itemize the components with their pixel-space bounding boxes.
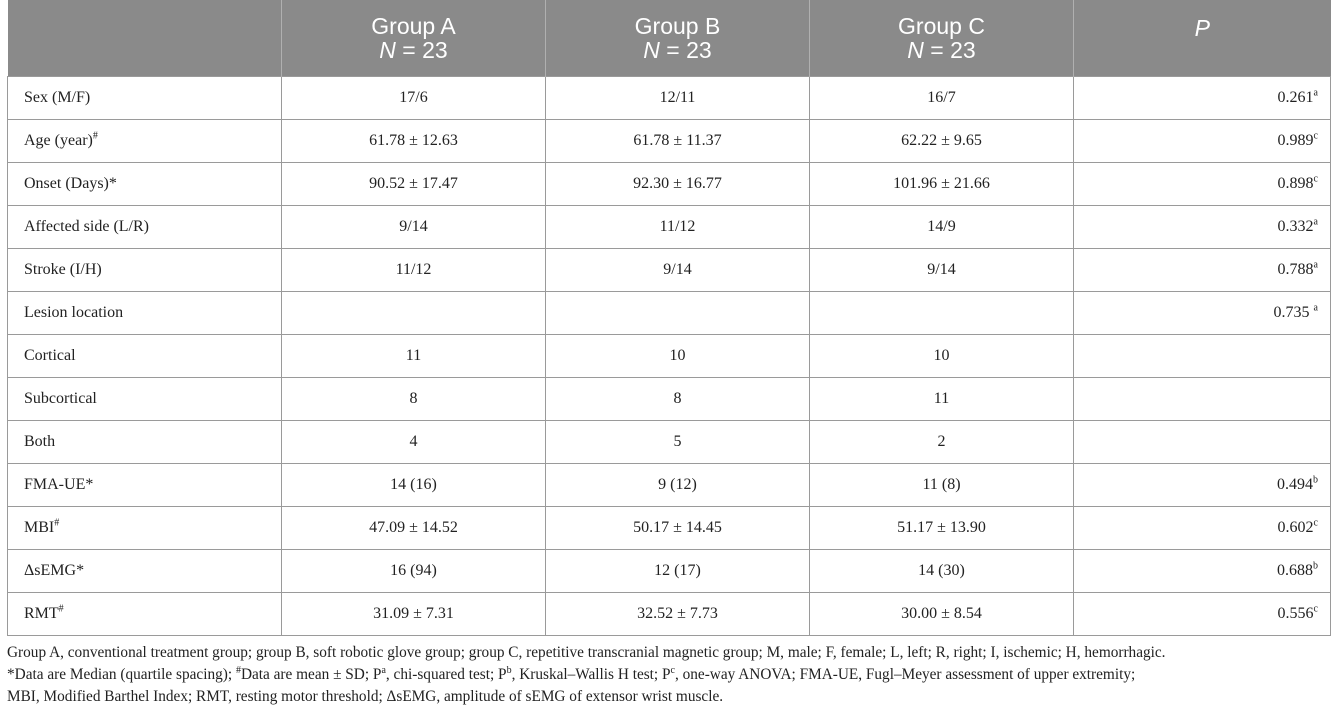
- cell-group-a: 31.09 ± 7.31: [282, 593, 546, 636]
- header-group-a-name: Group A: [371, 13, 456, 39]
- table-row: [8, 464, 1331, 507]
- row-label: Cortical: [8, 335, 282, 378]
- table-row: [8, 421, 1331, 464]
- cell-p-value: 0.989$^c$: [1074, 120, 1331, 163]
- row-label: Subcortical: [8, 378, 282, 421]
- row-label: Onset (Days)*: [8, 163, 282, 206]
- table-header: [8, 0, 1331, 77]
- cell-group-c: 10: [810, 335, 1074, 378]
- table-row: [8, 593, 1331, 636]
- cell-p-value: 0.735 $^a$: [1074, 292, 1331, 335]
- footnote-abbreviations-2: MBI, Modified Barthel Index; RMT, resting motor threshold; ΔsEMG, amplitude of sEMG of extensor wrist muscle.: [7, 688, 724, 705]
- table-row: [8, 378, 1331, 421]
- cell-group-b: [546, 292, 810, 335]
- table-row: [8, 507, 1331, 550]
- cell-group-a: 4: [282, 421, 546, 464]
- table-row: [8, 292, 1331, 335]
- cell-p-value: 0.556$^c$: [1074, 593, 1331, 636]
- header-blank: [8, 0, 282, 77]
- cell-group-c: 11: [810, 378, 1074, 421]
- table-row: [8, 77, 1331, 120]
- cell-group-c: 11 (8): [810, 464, 1074, 507]
- baseline-characteristics-table-wrapper: [7, 0, 1330, 636]
- cell-p-value: [1074, 378, 1331, 421]
- row-label: Age (year)#: [8, 120, 282, 163]
- header-group-b-name: Group B: [634, 13, 721, 39]
- cell-group-b: 5: [546, 421, 810, 464]
- header-group-a: [282, 0, 546, 77]
- cell-p-value: 0.332$^a$: [1074, 206, 1331, 249]
- cell-group-b: 50.17 ± 14.45: [546, 507, 810, 550]
- cell-group-c: 30.00 ± 8.54: [810, 593, 1074, 636]
- cell-group-b: 9 (12): [546, 464, 810, 507]
- cell-group-a: 14 (16): [282, 464, 546, 507]
- header-group-b-n: N = 23: [643, 37, 712, 63]
- table-row: [8, 163, 1331, 206]
- row-label: FMA-UE*: [8, 464, 282, 507]
- footnote-abbreviations: Group A, conventional treatment group; group B, soft robotic glove group; group C, repetitive transcranial magnetic group; M, male; F, female; L, left; R, right; I, ischemic; H, hemorrhagic.: [7, 644, 1166, 661]
- table-row: [8, 249, 1331, 292]
- cell-p-value: 0.602$^c$: [1074, 507, 1331, 550]
- row-label: Both: [8, 421, 282, 464]
- header-group-b: [546, 0, 810, 77]
- cell-group-a: 11/12: [282, 249, 546, 292]
- cell-group-c: 2: [810, 421, 1074, 464]
- cell-group-b: 12 (17): [546, 550, 810, 593]
- table-row: [8, 550, 1331, 593]
- cell-group-b: 12/11: [546, 77, 810, 120]
- cell-group-c: 62.22 ± 9.65: [810, 120, 1074, 163]
- cell-group-b: 9/14: [546, 249, 810, 292]
- cell-group-c: [810, 292, 1074, 335]
- cell-p-value: 0.261$^a$: [1074, 77, 1331, 120]
- baseline-characteristics-table: [7, 0, 1331, 636]
- cell-group-c: 9/14: [810, 249, 1074, 292]
- cell-group-a: 16 (94): [282, 550, 546, 593]
- cell-group-a: 8: [282, 378, 546, 421]
- row-label: RMT#: [8, 593, 282, 636]
- cell-group-a: 47.09 ± 14.52: [282, 507, 546, 550]
- cell-group-a: [282, 292, 546, 335]
- cell-group-c: 16/7: [810, 77, 1074, 120]
- header-p-value: P: [1074, 0, 1331, 77]
- header-group-c-n: N = 23: [907, 37, 976, 63]
- cell-group-c: 14/9: [810, 206, 1074, 249]
- cell-p-value: 0.788$^a$: [1074, 249, 1331, 292]
- cell-group-a: 90.52 ± 17.47: [282, 163, 546, 206]
- cell-p-value: 0.688$^b$: [1074, 550, 1331, 593]
- row-label: MBI#: [8, 507, 282, 550]
- cell-p-value: 0.898$^c$: [1074, 163, 1331, 206]
- cell-group-b: 92.30 ± 16.77: [546, 163, 810, 206]
- header-group-a-n: N = 23: [379, 37, 448, 63]
- cell-group-a: 11: [282, 335, 546, 378]
- table-row: [8, 206, 1331, 249]
- table-footnotes: [7, 642, 1333, 708]
- cell-group-b: 10: [546, 335, 810, 378]
- header-group-c-name: Group C: [898, 13, 985, 39]
- row-label: Sex (M/F): [8, 77, 282, 120]
- cell-group-a: 9/14: [282, 206, 546, 249]
- cell-group-b: 11/12: [546, 206, 810, 249]
- row-label: Lesion location: [8, 292, 282, 335]
- cell-group-b: 32.52 ± 7.73: [546, 593, 810, 636]
- row-label: Stroke (I/H): [8, 249, 282, 292]
- cell-group-a: 61.78 ± 12.63: [282, 120, 546, 163]
- header-group-c: [810, 0, 1074, 77]
- cell-group-a: 17/6: [282, 77, 546, 120]
- cell-group-b: 8: [546, 378, 810, 421]
- header-row: [8, 0, 1331, 77]
- cell-group-b: 61.78 ± 11.37: [546, 120, 810, 163]
- cell-p-value: [1074, 421, 1331, 464]
- footnote-statistics: *Data are Median (quartile spacing); #Data are mean ± SD; $P^a$, chi-squared test; $P^b$, Kruskal–Wallis H test; $P^c$, one-way ANOVA; FMA-UE, Fugl–Meyer assessment of upper extremity;: [7, 664, 1136, 683]
- cell-group-c: 14 (30): [810, 550, 1074, 593]
- table-row: [8, 335, 1331, 378]
- row-label: ΔsEMG*: [8, 550, 282, 593]
- cell-p-value: [1074, 335, 1331, 378]
- cell-p-value: 0.494$^b$: [1074, 464, 1331, 507]
- table-body: [8, 77, 1331, 636]
- row-label: Affected side (L/R): [8, 206, 282, 249]
- table-row: [8, 120, 1331, 163]
- cell-group-c: 101.96 ± 21.66: [810, 163, 1074, 206]
- cell-group-c: 51.17 ± 13.90: [810, 507, 1074, 550]
